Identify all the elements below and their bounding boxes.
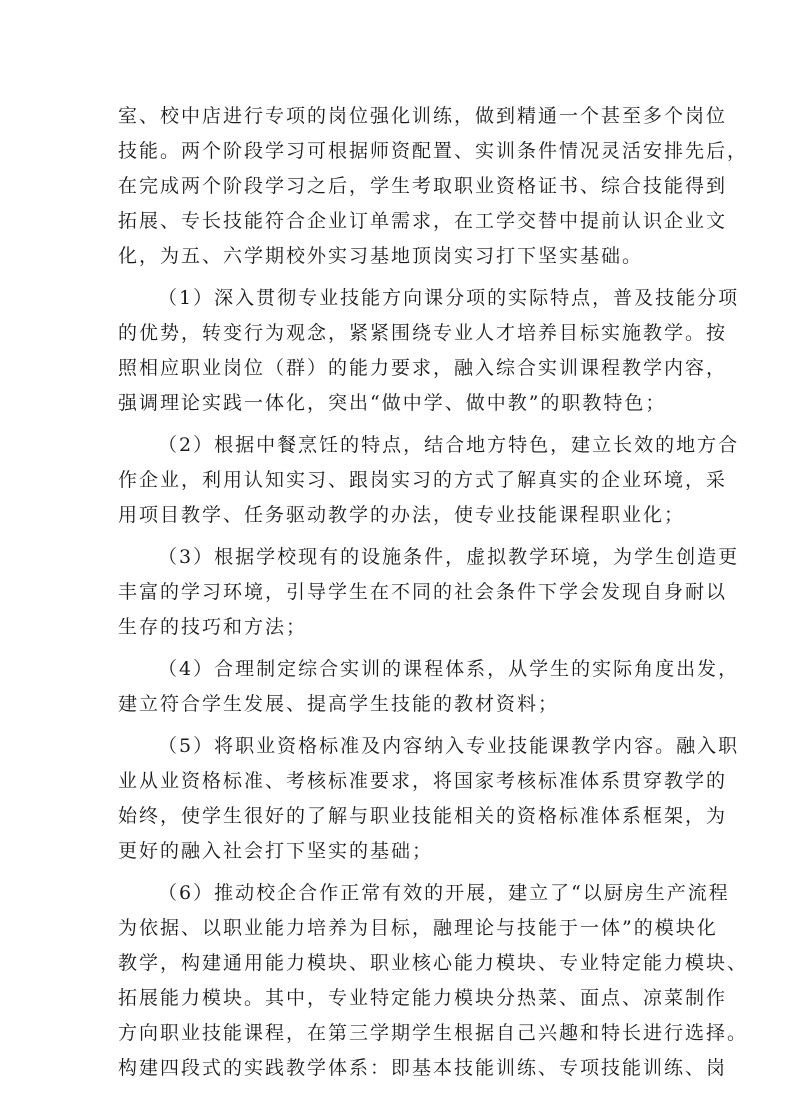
text-line: 为依据、以职业能力培养为目标，融理论与技能于一体”的模块化: [118, 917, 718, 939]
paragraph-gap: [118, 421, 673, 428]
text-line: 更好的融入社会打下坚实的基础；: [118, 840, 434, 862]
paragraph: [118, 99, 749, 274]
text-line: 教学，构建通用能力模块、职业核心能力模块、专业特定能力模块、: [118, 952, 749, 974]
text-line: 技能。两个阶段学习可根据师资配置、实训条件情况灵活安排先后，: [118, 140, 749, 162]
text-line: （5）将职业资格标准及内容纳入专业技能课教学内容。融入职: [158, 735, 740, 757]
paragraph: [118, 428, 740, 533]
text-line: 方向职业技能课程，在第三学期学生根据自己兴趣和特长进行选择。: [118, 1022, 749, 1044]
text-line: 丰富的学习环境，引导学生在不同的社会条件下学会发现自身耐以: [118, 581, 728, 603]
text-line: （2）根据中餐烹饪的特点，结合地方特色，建立长效的地方合: [158, 434, 740, 456]
text-line: 强调理论实践一体化，突出“做中学、做中教”的职教特色；: [118, 392, 667, 414]
text-line: 业从业资格标准、考核标准要求，将国家考核标准体系贯穿教学的: [118, 770, 728, 792]
text-line: （6）推动校企合作正常有效的开展，建立了“以厨房生产流程: [158, 882, 730, 904]
paragraph: [118, 652, 740, 722]
text-line: 始终，使学生很好的了解与职业技能相关的资格标准体系框架，为: [118, 805, 728, 827]
text-line: 构建四段式的实践教学体系：即基本技能训练、专项技能训练、岗: [118, 1057, 728, 1079]
paragraph: [118, 540, 740, 645]
text-line: 拓展能力模块。其中，专业特定能力模块分热菜、面点、凉菜制作: [118, 987, 728, 1009]
text-line: 作企业，利用认知实习、跟岗实习的方式了解真实的企业环境，采: [118, 469, 728, 491]
text-line: 室、校中店进行专项的岗位强化训练，做到精通一个甚至多个岗位: [118, 105, 728, 127]
text-line: 在完成两个阶段学习之后，学生考取职业资格证书、综合技能得到: [118, 175, 728, 197]
text-line: 生存的技巧和方法；: [118, 616, 308, 638]
paragraph: [118, 876, 749, 1086]
paragraph-gap: [118, 722, 673, 729]
paragraph: [118, 729, 740, 869]
text-line: 化，为五、六学期校外实习基地顶岗实习打下坚实基础。: [118, 245, 644, 267]
text-line: 拓展、专长技能符合企业订单需求，在工学交替中提前认识企业文: [118, 210, 728, 232]
document-body: [118, 99, 749, 1086]
paragraph-gap: [118, 869, 673, 876]
text-line: 建立符合学生发展、提高学生技能的教材资料；: [118, 693, 560, 715]
text-line: 照相应职业岗位（群）的能力要求，融入综合实训课程教学内容，: [118, 357, 728, 379]
text-line: （3）根据学校现有的设施条件，虚拟教学环境，为学生创造更: [158, 546, 740, 568]
text-line: （4）合理制定综合实训的课程体系，从学生的实际角度出发，: [158, 658, 740, 680]
paragraph: [118, 281, 740, 421]
text-line: 用项目教学、任务驱动教学的办法，使专业技能课程职业化；: [118, 504, 686, 526]
paragraph-gap: [118, 645, 673, 652]
text-line: （1）深入贯彻专业技能方向课分项的实际特点，普及技能分项: [158, 287, 740, 309]
text-line: 的优势，转变行为观念，紧紧围绕专业人才培养目标实施教学。按: [118, 322, 728, 344]
paragraph-gap: [118, 274, 673, 281]
paragraph-gap: [118, 533, 673, 540]
